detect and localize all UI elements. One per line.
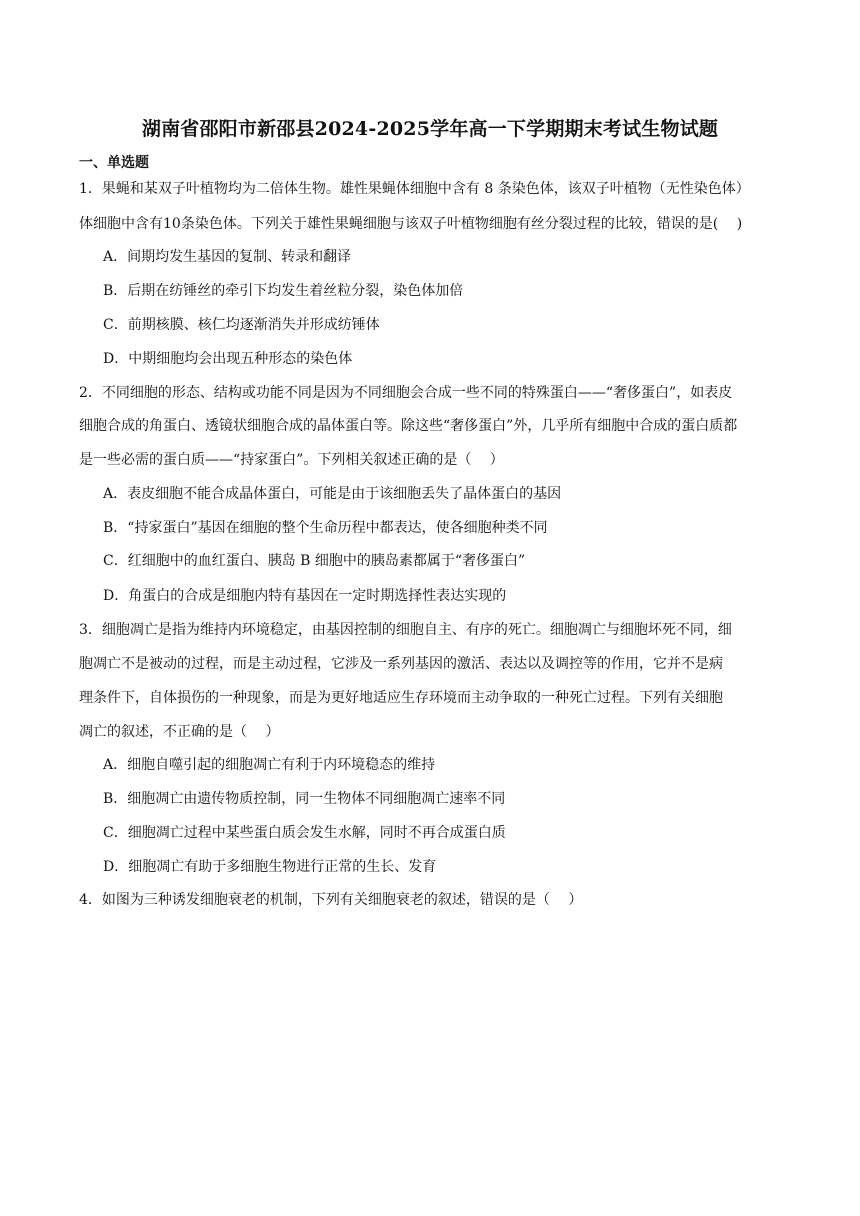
question-1-line-2: 体细胞中含有10条染色体。下列关于雄性果蝇细胞与该双子叶植物细胞有丝分裂过程的比较，错误的是( ) xyxy=(79,216,743,232)
question-1-option-c: C．前期核膜、核仁均逐渐消失并形成纺锤体 xyxy=(103,317,380,333)
question-1-option-b: B．后期在纺锤丝的牵引下均发生着丝粒分裂，染色体加倍 xyxy=(103,283,464,299)
question-2-option-c: C．红细胞中的血红蛋白、胰岛 B 细胞中的胰岛素都属于“奢侈蛋白” xyxy=(103,553,526,569)
question-2-line-3: 是一些必需的蛋白质——“持家蛋白”。下列相关叙述正确的是（ ） xyxy=(79,452,504,468)
question-2-option-a: A．表皮细胞不能合成晶体蛋白，可能是由于该细胞丢失了晶体蛋白的基因 xyxy=(103,486,562,502)
question-3-line-4: 凋亡的叙述，不正确的是（ ） xyxy=(79,724,280,740)
question-1-option-d: D．中期细胞均会出现五种形态的染色体 xyxy=(103,351,353,367)
question-2-option-b: B．“持家蛋白”基因在细胞的整个生命历程中都表达，使各细胞种类不同 xyxy=(103,520,548,536)
question-3-option-c: C．细胞凋亡过程中某些蛋白质会发生水解，同时不再合成蛋白质 xyxy=(103,825,506,841)
section-heading: 一、单选题 xyxy=(79,155,149,171)
page-title: 湖南省邵阳市新邵县2024-2025学年高一下学期期末考试生物试题 xyxy=(141,118,719,140)
question-2-line-2: 细胞合成的角蛋白、透镜状细胞合成的晶体蛋白等。除这些“奢侈蛋白”外，几乎所有细胞中合成的蛋白质都 xyxy=(79,418,738,434)
question-2-option-d: D．角蛋白的合成是细胞内特有基因在一定时期选择性表达实现的 xyxy=(103,588,507,604)
question-2-line-1: 2．不同细胞的形态、结构或功能不同是因为不同细胞会合成一些不同的特殊蛋白——“奢侈蛋白”，如表皮 xyxy=(79,385,733,401)
question-1-line-1: 1．果蝇和某双子叶植物均为二倍体生物。雄性果蝇体细胞中含有 8 条染色体，该双子叶植物（无性染色体） xyxy=(79,181,750,197)
question-3-option-a: A．细胞自噬引起的细胞凋亡有利于内环境稳态的维持 xyxy=(103,757,436,773)
question-4-line-1: 4．如图为三种诱发细胞衰老的机制，下列有关细胞衰老的叙述，错误的是（ ） xyxy=(79,892,583,908)
question-1-option-a: A．间期均发生基因的复制、转录和翻译 xyxy=(103,249,352,265)
question-3-option-b: B．细胞凋亡由遗传物质控制，同一生物体不同细胞凋亡速率不同 xyxy=(103,791,506,807)
question-3-line-2: 胞凋亡不是被动的过程，而是主动过程，它涉及一系列基因的激活、表达以及调控等的作用，它并不是病 xyxy=(79,656,723,672)
question-3-line-1: 3．细胞凋亡是指为维持内环境稳定，由基因控制的细胞自主、有序的死亡。细胞凋亡与细胞坏死不同，细 xyxy=(79,622,732,638)
question-3-option-d: D．细胞凋亡有助于多细胞生物进行正常的生长、发育 xyxy=(103,859,437,875)
question-3-line-3: 理条件下，自体损伤的一种现象，而是为更好地适应生存环境而主动争取的一种死亡过程。下列有关细胞 xyxy=(79,690,723,706)
